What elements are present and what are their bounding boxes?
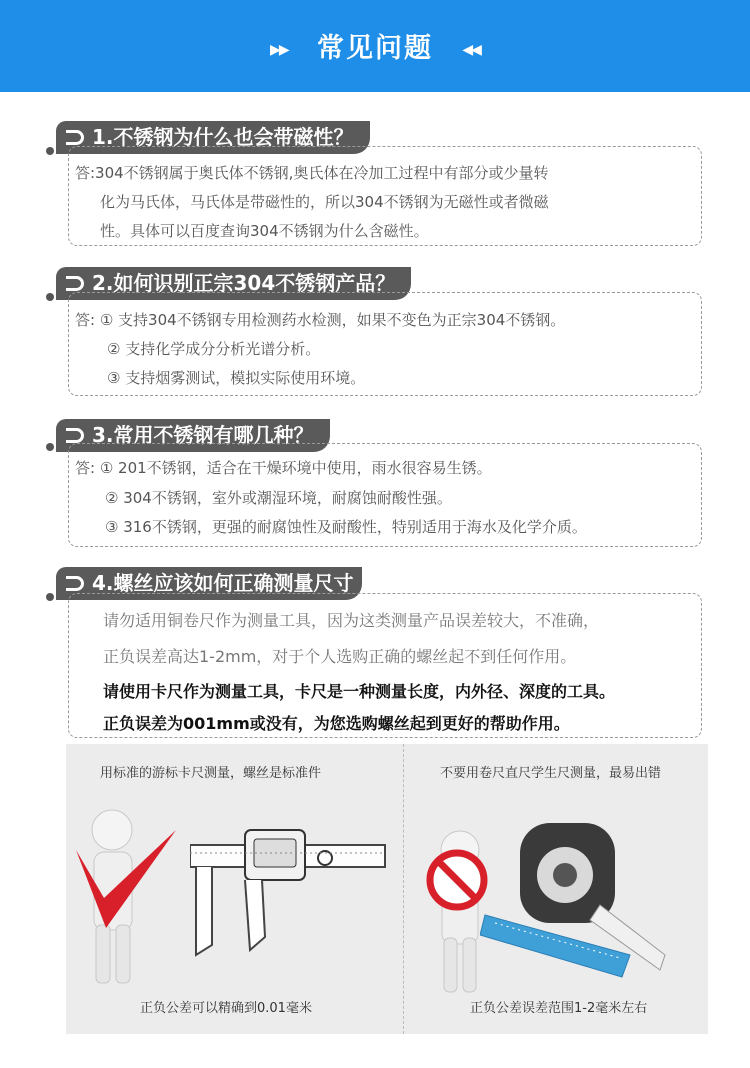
figure-with-check-icon — [66, 790, 186, 990]
vernier-caliper-icon — [190, 825, 390, 965]
faq-3-answer-line: ② 304不锈钢，室外或潮湿环境，耐腐蚀耐酸性强。 — [105, 489, 452, 507]
hook-icon — [66, 276, 84, 291]
arrows-right-icon: ◀◀ — [462, 41, 480, 58]
bullet-dot-icon — [46, 293, 54, 301]
faq-4-question-text: 4.螺丝应该如何正确测量尺寸 — [92, 571, 354, 595]
arrows-left-icon: ▶▶ — [270, 41, 288, 58]
faq-3-answer-box — [68, 443, 702, 547]
bullet-dot-icon — [46, 147, 54, 155]
faq-4-answer-box — [68, 593, 702, 738]
faq-4-answer-line-emphasis: 正负误差为001mm或没有，为您选购螺丝起到更好的帮助作用。 — [103, 714, 570, 733]
faq-1-answer-box — [68, 146, 702, 246]
tape-measure-icon — [480, 815, 670, 990]
left-caption-bottom: 正负公差可以精确到0.01毫米 — [140, 1001, 312, 1016]
right-caption-top: 不要用卷尺直尺学生尺测量，最易出错 — [440, 766, 662, 781]
faq-3-answer-line: 答: ① 201不锈钢，适合在干燥环境中使用，雨水很容易生锈。 — [75, 459, 492, 477]
faq-3-question-text: 3.常用不锈钢有哪几种？ — [92, 423, 314, 447]
hook-icon — [66, 428, 84, 443]
page-title-row — [0, 26, 750, 65]
hook-icon — [66, 576, 84, 591]
faq-1-question-text: 1.不锈钢为什么也会带磁性？ — [92, 125, 354, 149]
faq-3-answer-line: ③ 316不锈钢，更强的耐腐蚀性及耐酸性，特别适用于海水及化学介质。 — [105, 518, 587, 536]
right-caption-bottom: 正负公差误差范围1-2毫米左右 — [470, 1001, 648, 1016]
faq-2-question-text: 2.如何识别正宗304不锈钢产品？ — [92, 271, 396, 295]
bullet-dot-icon — [46, 443, 54, 451]
faq-4-answer-line: 正负误差高达1-2mm，对于个人选购正确的螺丝起不到任何作用。 — [103, 647, 577, 666]
faq-4-answer-line: 请勿适用铜卷尺作为测量工具，因为这类测量产品误差较大，不准确， — [103, 611, 600, 630]
panel-divider — [403, 744, 404, 1034]
faq-4-answer-line-emphasis: 请使用卡尺作为测量工具，卡尺是一种测量长度，内外径、深度的工具。 — [103, 682, 616, 701]
hook-icon — [66, 130, 84, 145]
page-title: 常见问题 — [317, 33, 433, 64]
bullet-dot-icon — [46, 593, 54, 601]
faq-2-answer-box — [68, 292, 702, 396]
faq-1-answer-line: 性。具体可以百度查询304不锈钢为什么含磁性。 — [100, 222, 429, 240]
faq-2-answer-line: ③ 支持烟雾测试，模拟实际使用环境。 — [107, 369, 366, 387]
faq-2-answer-line: 答: ① 支持304不锈钢专用检测药水检测，如果不变色为正宗304不锈钢。 — [75, 311, 566, 329]
faq-1-answer-line: 答:304不锈钢属于奥氏体不锈钢,奥氏体在冷加工过程中有部分或少量转 — [75, 164, 549, 182]
header-banner — [0, 0, 750, 92]
faq-1-answer-line: 化为马氏体，马氏体是带磁性的，所以304不锈钢为无磁性或者微磁 — [100, 193, 549, 211]
left-caption-top: 用标准的游标卡尺测量，螺丝是标准件 — [100, 766, 322, 781]
faq-2-answer-line: ② 支持化学成分分析光谱分析。 — [107, 340, 321, 358]
